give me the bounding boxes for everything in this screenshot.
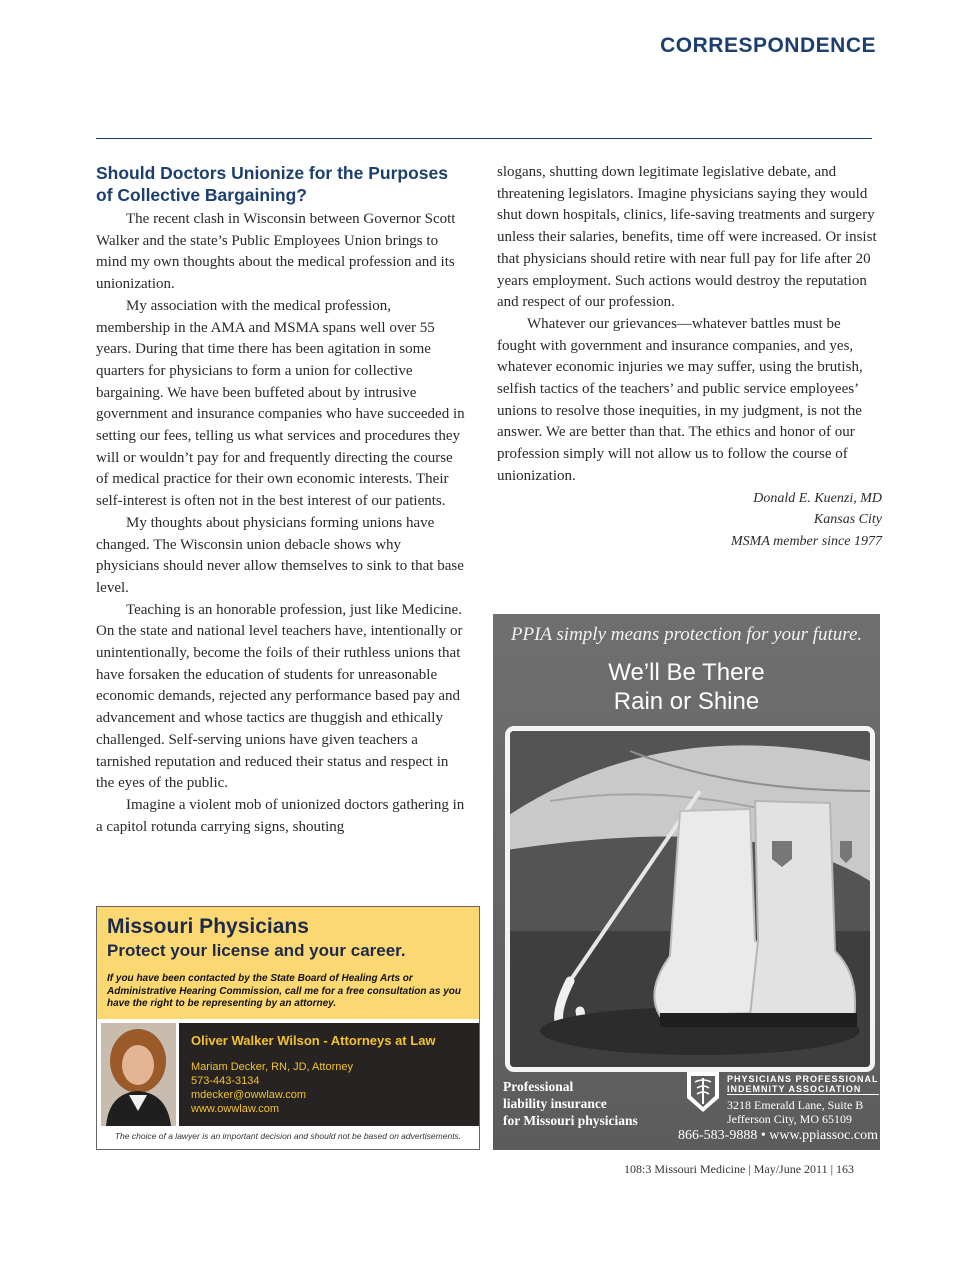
caduceus-shield-icon	[685, 1070, 721, 1114]
ppia-bottom-text	[503, 1078, 638, 1129]
ppia-headline-line: We’ll Be There	[608, 659, 765, 686]
mp-disclaimer: The choice of a lawyer is an important decision and should not be based on advertisements.	[114, 1131, 462, 1141]
ppia-bottom-line: for Missouri physicians	[503, 1113, 638, 1128]
ppia-headline	[493, 658, 880, 716]
ppia-bottom-line: liability insurance	[503, 1096, 607, 1111]
attorney-portrait-illustration	[101, 1023, 176, 1126]
mp-body: If you have been contacted by the State Board of Healing Arts or Administrative Hearing Commission, call me for a free consultation as you have the right to be representing by an attorney.	[107, 973, 461, 1009]
ppia-address	[727, 1098, 863, 1126]
boots-umbrella-illustration	[510, 731, 870, 1067]
mp-phone[interactable]: 573-443-3134	[191, 1075, 260, 1087]
mp-yellow-banner	[97, 907, 479, 1019]
mp-subtitle: Protect your license and your career.	[107, 941, 406, 960]
article-title: Should Doctors Unionize for the Purposes of Collective Bargaining?	[96, 163, 448, 205]
mp-email[interactable]: mdecker@owwlaw.com	[191, 1089, 307, 1101]
ppia-tagline: PPIA simply means protection for your future.	[510, 624, 863, 645]
ppia-org-line: INDEMNITY ASSOCIATION	[727, 1084, 862, 1094]
signature-city: Kansas City	[813, 512, 882, 528]
article-paragraph-continued: slogans, shutting down legitimate legislative debate, and threatening legislators. Imagine physicians saying they would shut down hospitals, clinics, life-saving treatments and surgery unless their salaries, benefits, time off were increased. Or insist that physicians should retire with near full pay for life after 20 years employment. Such actions would destroy the reputation and respect of our profession.	[497, 164, 877, 311]
ppia-headline-line: Rain or Shine	[613, 688, 760, 715]
mp-title: Missouri Physicians	[107, 915, 309, 938]
boots-umbrella-photo	[505, 726, 875, 1072]
article-paragraph: Whatever our grievances—whatever battles must be fought with government and insurance companies, and yes, whatever economic injuries we may suffer, using the brutish, selfish tactics of the teachers’ and public service employees’ unions to resolve those inequities, in my judgment, is not the answer. We are better than that. The ethics and honor of our profession simply will not allow us to follow the course of unionization.	[497, 315, 863, 484]
article-paragraph: Imagine a violent mob of unionized doctors gathering in a capitol rotunda carrying signs, shouting	[96, 796, 465, 835]
article-paragraph: My association with the medical profession, membership in the AMA and MSMA spans well over 55 years. During that time there has been agitation in some quarters for physicians to form a union for collective bargaining. We have been buffeted about by intrusive government and insurance companies who have succeeded in setting our fees, telling us what services and procedures they will or wouldn’t pay for and frequently directing the course of medical practice for their own economic interests. Their self-interest is often not in the best interest of our patients.	[96, 297, 465, 510]
ppia-bottom-line: Professional	[503, 1079, 574, 1094]
section-title: CORRESPONDENCE	[660, 34, 876, 57]
article-paragraph: Teaching is an honorable profession, just like Medicine. On the state and national level teachers have, intentionally or unintentionally, become the foils of their ruthless unions that have forsaken the education of students for unreasonable economic demands, rejected any performance based pay and advancement and whose tactics are thuggish and ethically challenged. Self-serving unions have given teachers a tarnished reputation and reduced their status and respect in the eyes of the public.	[96, 601, 463, 792]
ppia-org-name	[727, 1074, 879, 1095]
mp-website[interactable]: www.owwlaw.com	[191, 1103, 280, 1115]
page-footer: 108:3 Missouri Medicine | May/June 2011 | 163	[623, 1162, 854, 1176]
signature-name: Donald E. Kuenzi, MD	[753, 490, 882, 506]
missouri-physicians-advertisement	[96, 906, 480, 1150]
article-paragraph: The recent clash in Wisconsin between Governor Scott Walker and the state’s Public Employees Union brings to mind my own thoughts about the medical profession and its unionization.	[96, 211, 456, 293]
attorney-photo	[101, 1023, 176, 1126]
mp-contact-panel	[179, 1023, 479, 1126]
article-paragraph: My thoughts about physicians forming unions have changed. The Wisconsin union debacle shows why physicians should never allow themselves to sink to that base level.	[96, 514, 464, 596]
mp-firm-name: Oliver Walker Wilson - Attorneys at Law	[191, 1033, 436, 1048]
mp-contact-block	[191, 1060, 353, 1116]
article-right-column	[497, 162, 882, 553]
ppia-address-line: Jefferson City, MO 65109	[727, 1112, 852, 1126]
ppia-contact[interactable]: 866-583-9888 • www.ppiassoc.com	[678, 1128, 878, 1143]
ppia-advertisement	[493, 614, 880, 1150]
ppia-address-line: 3218 Emerald Lane, Suite B	[727, 1098, 864, 1112]
signature-member: MSMA member since 1977	[731, 533, 882, 549]
mp-attorney-name: Mariam Decker, RN, JD, Attorney	[191, 1061, 353, 1073]
header-rule	[96, 138, 872, 139]
ppia-org-line: PHYSICIANS PROFESSIONAL	[727, 1074, 879, 1084]
article-left-column	[96, 162, 466, 838]
